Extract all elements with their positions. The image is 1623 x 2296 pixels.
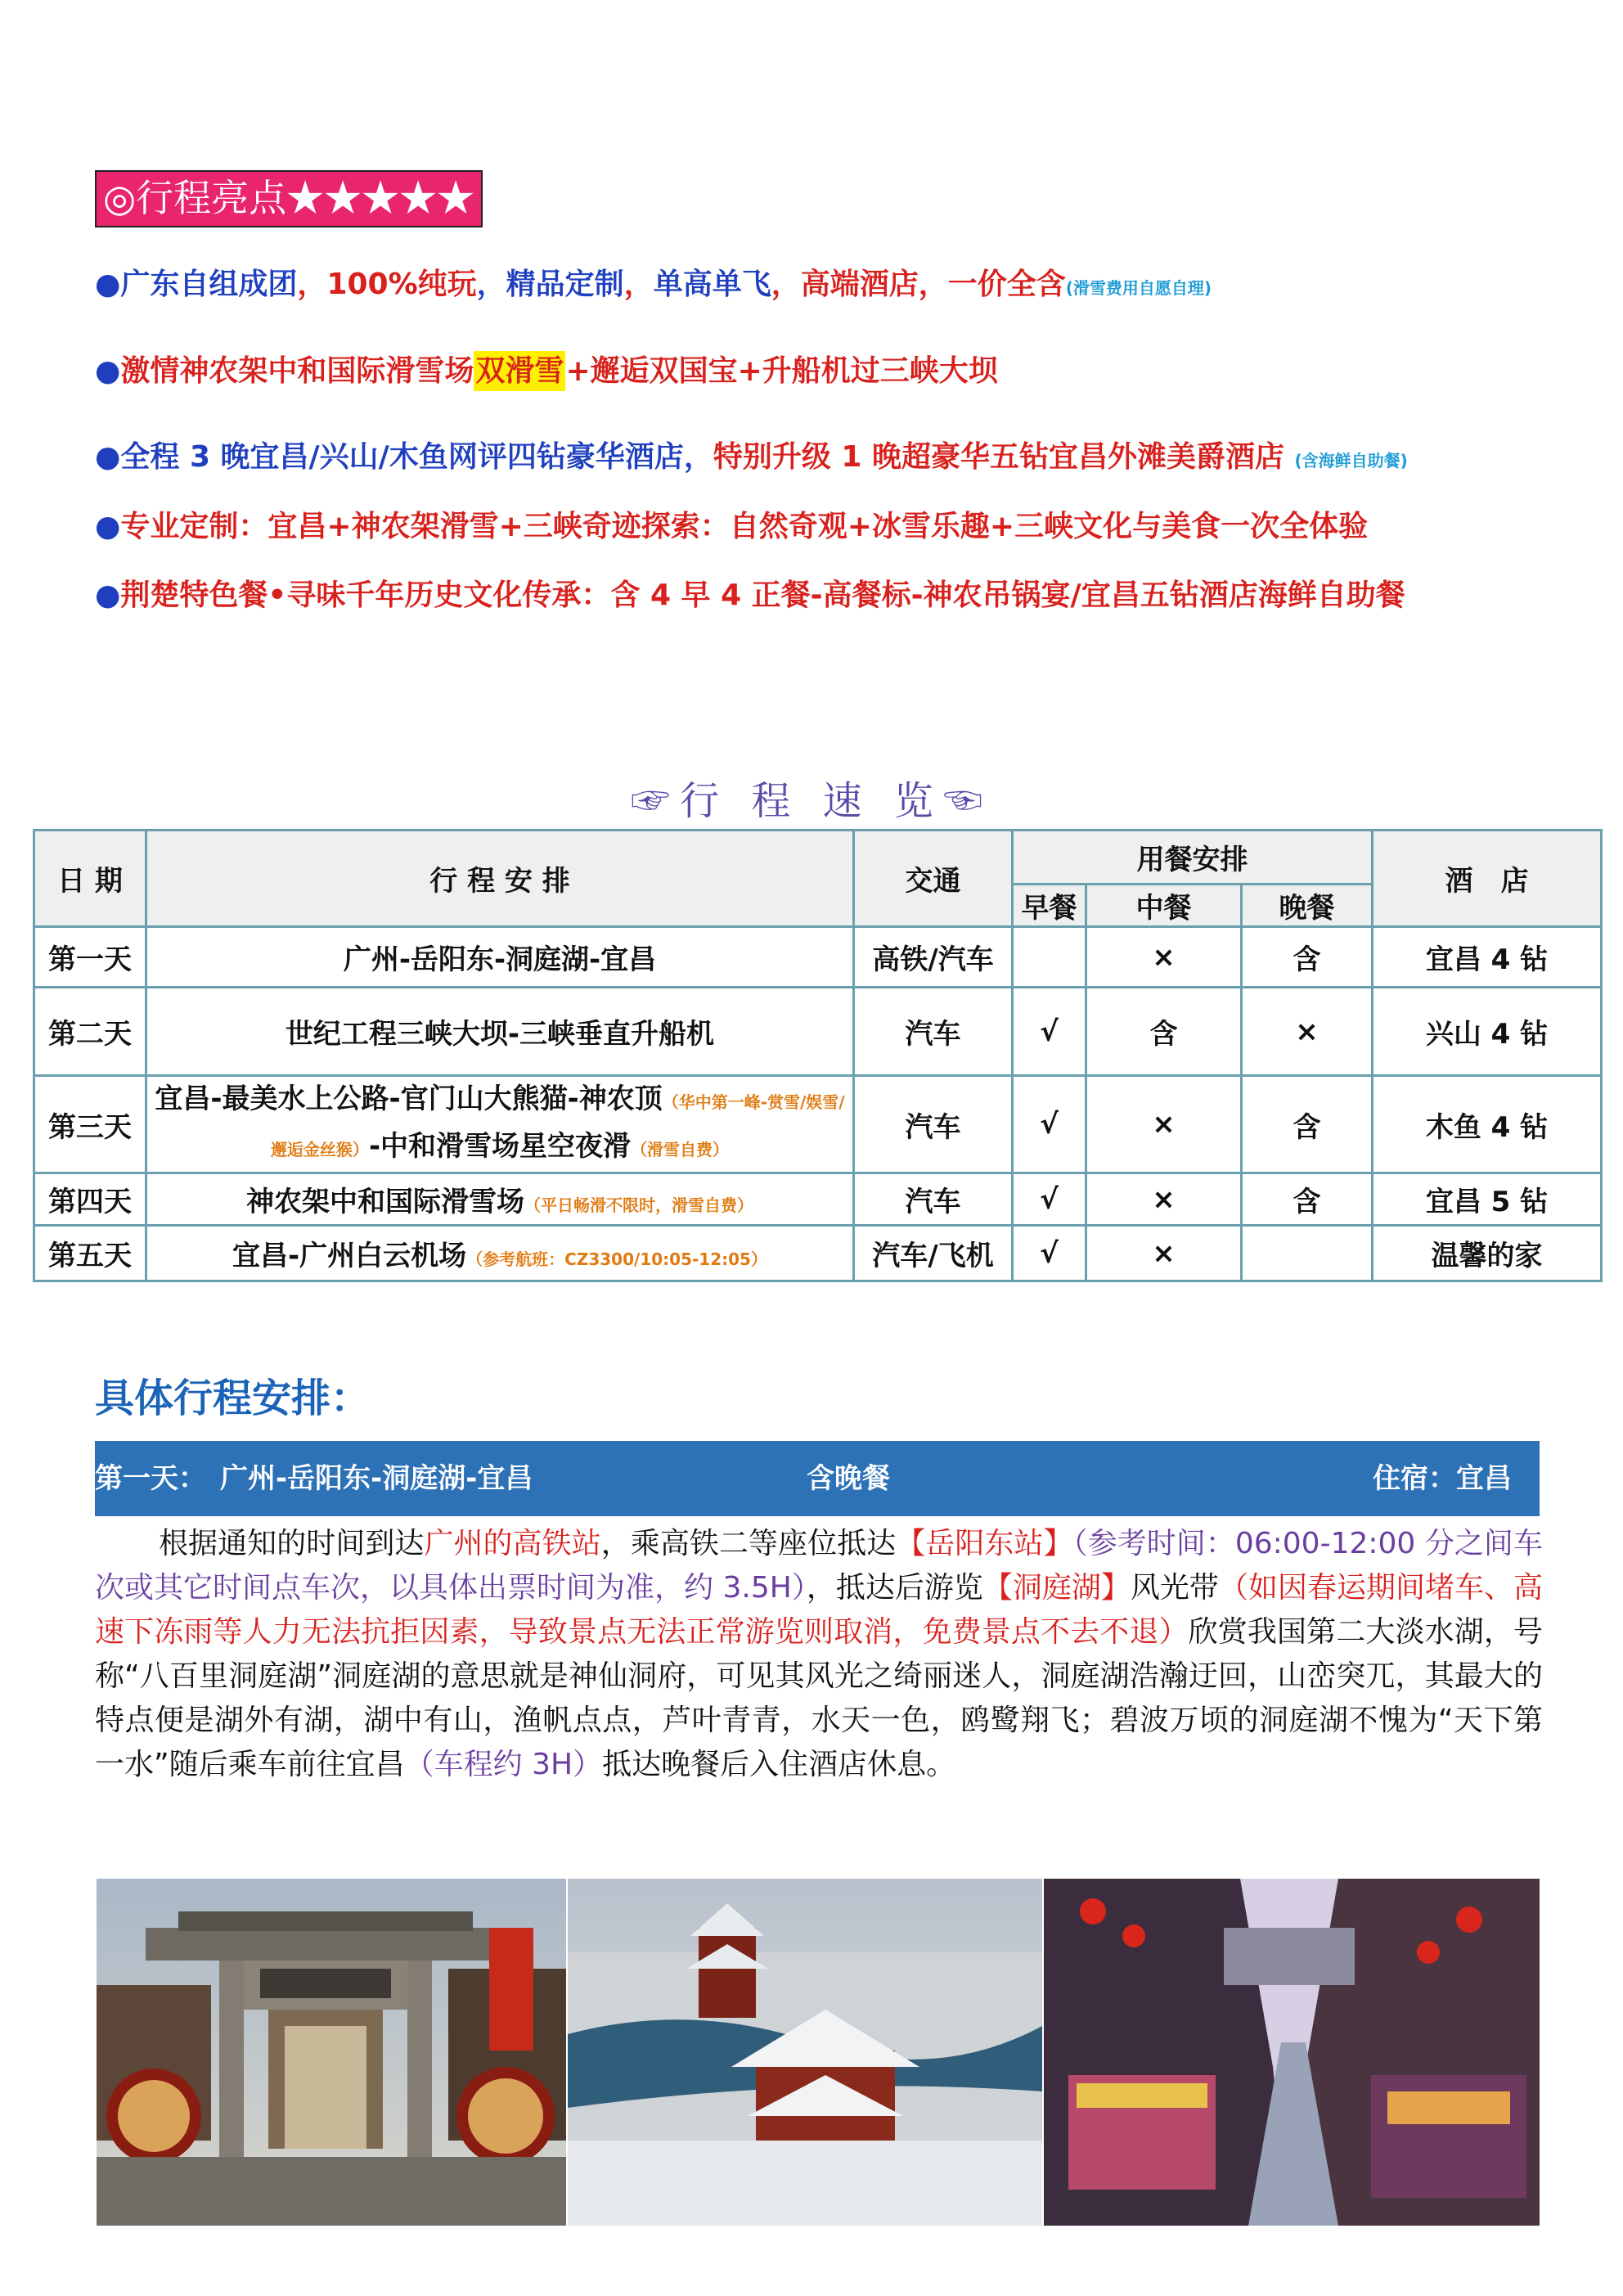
day1-header-bar xyxy=(95,1441,1540,1516)
lunch-cell: × xyxy=(1086,1173,1242,1226)
header-meals: 用餐安排 xyxy=(1013,831,1373,885)
route-cell: 神农架中和国际滑雪场（平日畅滑不限时，滑雪自费） xyxy=(146,1173,854,1226)
day-cell: 第五天 xyxy=(34,1226,146,1281)
header-dinner: 晚餐 xyxy=(1242,885,1373,927)
dinner-cell: 含 xyxy=(1242,1173,1373,1226)
highlight-line-3: ●全程 3 晚宜昌/兴山/木鱼网评四钻豪华酒店，特别升级 1 晚超豪华五钻宜昌外滩美爵酒店 (含海鲜自助餐) xyxy=(95,440,1408,474)
day1-description: 根据通知的时间到达广州的高铁站，乘高铁二等座位抵达【岳阳东站】（参考时间：06:00-12:00 分之间车次或其它时间点车次，以具体出票时间为准，约 3.5H），抵达后游览【洞庭湖】风光带（如因春运期间堵车、高速下冻雨等人力无法抗拒因素，导致景点无法正常游览则取消，免费景点不去不退）欣赏我国第二大淡水湖，号称“八百里洞庭湖”洞庭湖的意思就是神仙洞府，可见其风光之绮丽迷人，洞庭湖浩瀚迂回，山峦突兀，其最大的特点便是湖外有湖，湖中有山，渔帆点点，芦叶青青，水天一色，鸥鹭翔飞；碧波万顷的洞庭湖不愧为“天下第一水”随后乘车前往宜昌（车程约 3H）抵达晚餐后入住酒店休息。 xyxy=(95,1527,1543,1781)
yueyang-tower-snow-photo xyxy=(568,1879,1042,2226)
day1-label: 第一天： 广州-岳阳东-洞庭湖-宜昌 xyxy=(95,1462,533,1495)
double-ski-highlight: 双滑雪 xyxy=(474,351,565,391)
header-itinerary: 行 程 安 排 xyxy=(146,831,854,927)
transport-cell: 汽车 xyxy=(854,1076,1013,1173)
day1-meal: 含晚餐 xyxy=(807,1462,890,1495)
dinner-cell: 含 xyxy=(1242,1076,1373,1173)
dinner-cell: × xyxy=(1242,988,1373,1076)
highlight-line-5: ●荆楚特色餐•寻味千年历史文化传承：含 4 早 4 正餐-高餐标-神农吊锅宴/宜昌五钻酒店海鲜自助餐 xyxy=(95,579,1405,612)
transport-cell: 高铁/汽车 xyxy=(854,927,1013,988)
lunch-cell: × xyxy=(1086,927,1242,988)
day1-stay: 住宿：宜昌 xyxy=(1373,1462,1512,1495)
hotel-cell: 兴山 4 钻 xyxy=(1373,988,1602,1076)
ancient-street-gate-photo xyxy=(97,1879,566,2226)
hotel-cell: 宜昌 5 钻 xyxy=(1373,1173,1602,1226)
dinner-cell: 含 xyxy=(1242,927,1373,988)
old-shopping-street-photo xyxy=(1044,1879,1540,2226)
day-cell: 第三天 xyxy=(34,1076,146,1173)
highlight-line-1: ●广东自组成团，100%纯玩，精品定制，单高单飞，高端酒店，一价全含(滑雪费用自愿自理) xyxy=(95,268,1212,301)
table-row xyxy=(34,927,1602,988)
route-cell: 广州-岳阳东-洞庭湖-宜昌 xyxy=(146,927,854,988)
transport-cell: 汽车 xyxy=(854,988,1013,1076)
table-row xyxy=(34,1173,1602,1226)
day-cell: 第二天 xyxy=(34,988,146,1076)
lunch-cell: × xyxy=(1086,1076,1242,1173)
hotel-cell: 温馨的家 xyxy=(1373,1226,1602,1281)
hotel-cell: 宜昌 4 钻 xyxy=(1373,927,1602,988)
table-row xyxy=(34,988,1602,1076)
breakfast-cell: √ xyxy=(1013,1226,1086,1281)
overview-title: ☞行 程 速 览☜ xyxy=(631,778,992,824)
breakfast-cell xyxy=(1013,927,1086,988)
table-row xyxy=(34,1076,1602,1173)
itinerary-overview-table xyxy=(33,829,1603,1282)
breakfast-cell: √ xyxy=(1013,988,1086,1076)
transport-cell: 汽车/飞机 xyxy=(854,1226,1013,1281)
lunch-cell: × xyxy=(1086,1226,1242,1281)
day-cell: 第一天 xyxy=(34,927,146,988)
header-hotel: 酒 店 xyxy=(1373,831,1602,927)
breakfast-cell: √ xyxy=(1013,1076,1086,1173)
dinner-cell xyxy=(1242,1226,1373,1281)
header-lunch: 中餐 xyxy=(1086,885,1242,927)
header-date: 日 期 xyxy=(34,831,146,927)
breakfast-cell: √ xyxy=(1013,1173,1086,1226)
table-row xyxy=(34,1226,1602,1281)
header-breakfast: 早餐 xyxy=(1013,885,1086,927)
route-cell: 宜昌-广州白云机场（参考航班：CZ3300/10:05-12:05） xyxy=(146,1226,854,1281)
day-cell: 第四天 xyxy=(34,1173,146,1226)
detail-title: 具体行程安排： xyxy=(95,1375,371,1421)
header-transport: 交通 xyxy=(854,831,1013,927)
highlights-title: ◎行程亮点★★★★★ xyxy=(95,170,483,227)
lunch-cell: 含 xyxy=(1086,988,1242,1076)
route-cell: 宜昌-最美水上公路-官门山大熊猫-神农顶（华中第一峰-赏雪/娱雪/邂逅金丝猴）-中和滑雪场星空夜滑（滑雪自费） xyxy=(146,1076,854,1173)
route-cell: 世纪工程三峡大坝-三峡垂直升船机 xyxy=(146,988,854,1076)
hotel-cell: 木鱼 4 钻 xyxy=(1373,1076,1602,1173)
highlight-line-2: ●激情神农架中和国际滑雪场双滑雪+邂逅双国宝+升船机过三峡大坝 xyxy=(95,352,998,391)
transport-cell: 汽车 xyxy=(854,1173,1013,1226)
highlight-line-4: ●专业定制：宜昌+神农架滑雪+三峡奇迹探索：自然奇观+冰雪乐趣+三峡文化与美食一次全体验 xyxy=(95,510,1369,543)
